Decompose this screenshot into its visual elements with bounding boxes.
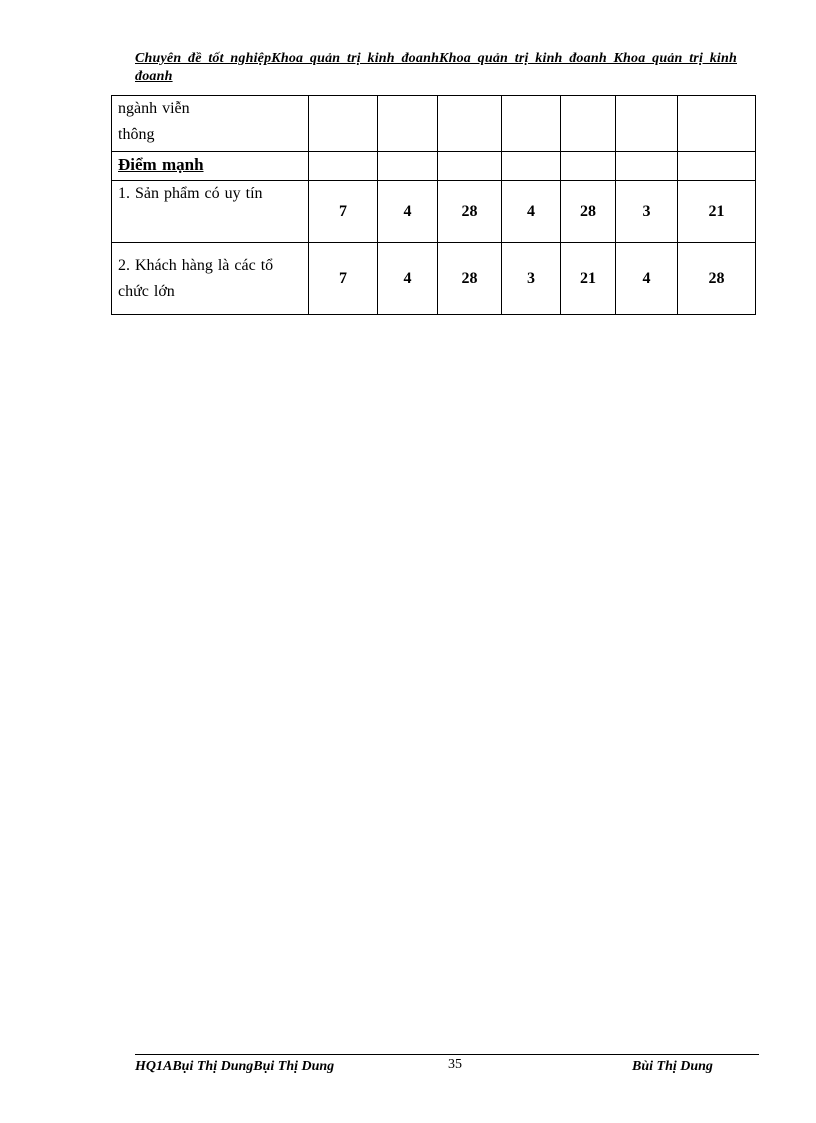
table-row [112,96,756,152]
row-label: 1. Sản phẩm có uy tín [112,181,309,243]
row-label: 2. Khách hàng là các tổ chức lớn [112,243,309,315]
table-cell [678,96,756,152]
page-number: 35 [448,1057,462,1072]
table-cell: 4 [378,243,438,315]
table-cell: 28 [561,181,616,243]
footer-left-text: HQ1ABụi Thị DungBụi Thị Dung [135,1059,335,1074]
table-row [112,181,756,243]
table-cell [309,152,378,181]
table-cell [616,96,678,152]
page-header: Chuyên đề tốt nghiệpKhoa quản trị kinh đoanhKhoa quản trị kinh đoanh Khoa quản trị kinh đoanh [135,51,737,84]
table-cell [616,152,678,181]
table-cell: 3 [616,181,678,243]
table-cell: 4 [502,181,561,243]
table-cell: 21 [678,181,756,243]
table-cell: 28 [438,181,502,243]
footer-author: Bùi Thị Dung [632,1059,713,1074]
table-cell [561,96,616,152]
table-cell [502,152,561,181]
footer-divider [135,1054,759,1055]
table-cell: 3 [502,243,561,315]
table-row [112,152,756,181]
table-cell [678,152,756,181]
table-cell [378,96,438,152]
table-cell: 28 [678,243,756,315]
table-cell [438,152,502,181]
table-cell: 28 [438,243,502,315]
table-cell: 21 [561,243,616,315]
section-heading: Điểm mạnh [118,155,204,174]
evaluation-table [111,95,756,315]
table-cell [309,96,378,152]
table-cell [502,96,561,152]
table-cell [561,152,616,181]
table-cell: 4 [378,181,438,243]
table-cell: 7 [309,243,378,315]
table-cell: 7 [309,181,378,243]
row-label-section [112,152,309,181]
table-cell: 4 [616,243,678,315]
table-cell [438,96,502,152]
row-label: ngành viễn thông [112,96,309,152]
table-cell [378,152,438,181]
table-row [112,243,756,315]
